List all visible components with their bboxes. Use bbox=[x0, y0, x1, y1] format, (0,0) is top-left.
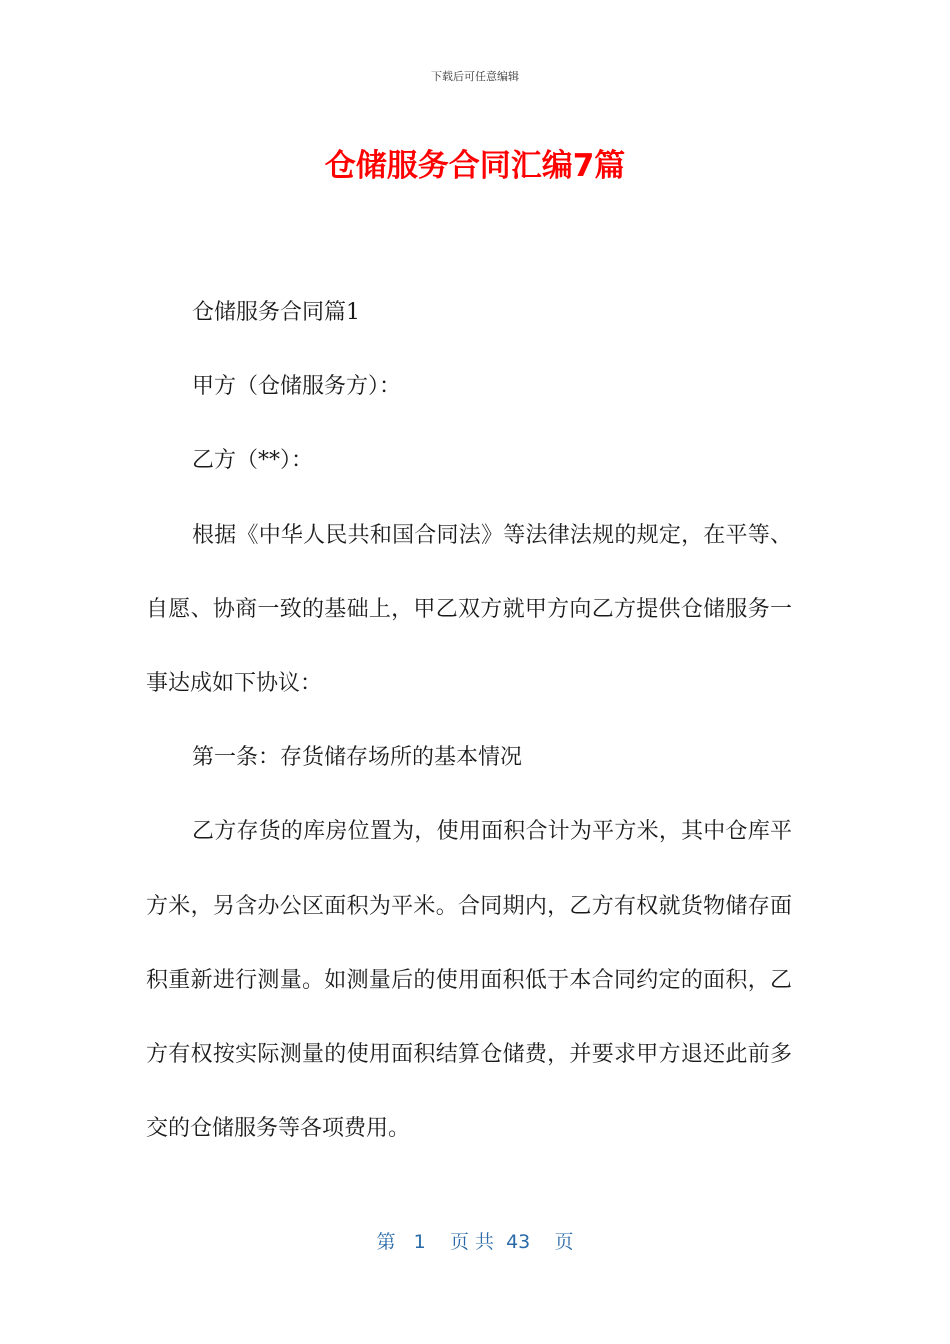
paragraph-party-b: 乙方（**）： bbox=[192, 448, 314, 474]
footer-page-suffix: 页 bbox=[554, 1231, 574, 1253]
paragraph-contract-heading: 仓储服务合同篇1 bbox=[192, 300, 360, 325]
paragraph-party-a: 甲方（仓储服务方）： bbox=[192, 374, 402, 400]
footer-total-pages: 43 bbox=[506, 1231, 531, 1253]
paragraph-preamble: 根据《中华人民共和国合同法》等法律法规的规定，在平等、自愿、协商一致的基础上，甲乙双方就甲方向乙方提供仓储服务一事达成如下协议： bbox=[146, 522, 792, 697]
document-title: 仓储服务合同汇编7篇 bbox=[324, 148, 626, 184]
paragraph-article-1-body: 乙方存货的库房位置为，使用面积合计为平方米，其中仓库平方米，另含办公区面积为平米。合同期内，乙方有权就货物储存面积重新进行测量。如测量后的使用面积低于本合同约定的面积，乙方有权按实际测量的使用面积结算仓储费，并要求甲方退还此前多交的仓储服务等各项费用。 bbox=[146, 819, 792, 1142]
footer-page-prefix: 第 bbox=[376, 1231, 396, 1253]
header-note: 下载后可任意编辑 bbox=[431, 70, 519, 83]
page-footer bbox=[0, 1227, 950, 1254]
document-body bbox=[146, 276, 792, 1166]
footer-current-page: 1 bbox=[413, 1231, 426, 1253]
paragraph-article-1-heading: 第一条：存货储存场所的基本情况 bbox=[192, 745, 523, 771]
footer-page-middle: 页 共 bbox=[449, 1231, 494, 1253]
